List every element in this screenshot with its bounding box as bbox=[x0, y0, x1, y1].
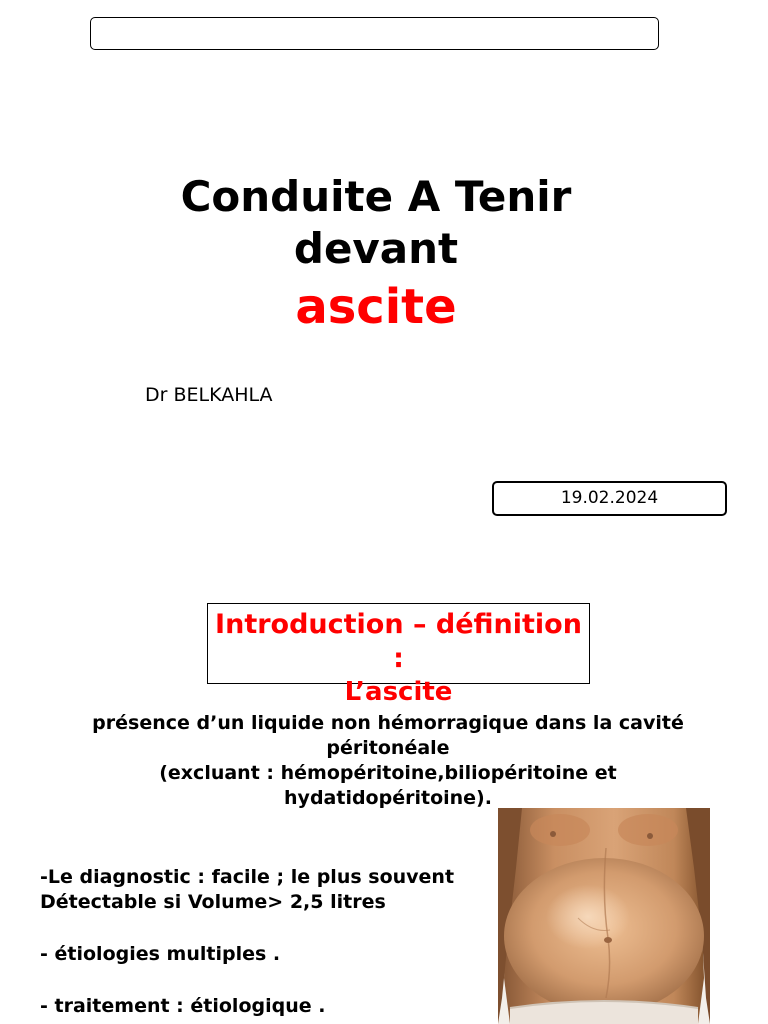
definition-line: présence d’un liquide non hémorragique dans la cavité bbox=[92, 712, 684, 734]
intro-subheading: L’ascite bbox=[344, 677, 453, 707]
bullet-dash: - bbox=[40, 995, 55, 1017]
bullet-item-etiologies bbox=[40, 942, 510, 967]
bullet-item-diagnostic bbox=[40, 865, 510, 890]
author-name: Dr BELKAHLA bbox=[145, 384, 273, 406]
bullet-item-diagnostic-continued: Détectable si Volume> 2,5 litres bbox=[40, 891, 386, 913]
bullet-text: étiologies multiples . bbox=[54, 943, 281, 965]
definition-paragraph bbox=[0, 711, 768, 811]
definition-line: (excluant : hémopéritoine,biliopéritoine et bbox=[159, 762, 617, 784]
slide-title-line-2: devant bbox=[293, 224, 459, 273]
slide-title-keyword: ascite bbox=[295, 279, 457, 335]
bullet-list bbox=[40, 865, 510, 1019]
bullet-text: Le diagnostic : facile ; le plus souvent bbox=[47, 866, 455, 888]
bullet-dash: - bbox=[40, 943, 55, 965]
slide-title-line-1: Conduite A Tenir bbox=[180, 172, 572, 221]
bullet-dash: - bbox=[40, 866, 48, 888]
definition-line: hydatidopéritoine). bbox=[284, 787, 492, 809]
bullet-item-traitement bbox=[40, 994, 510, 1019]
date-box bbox=[492, 481, 727, 516]
intro-heading: Introduction – définition : bbox=[215, 609, 582, 674]
bullet-text: traitement : étiologique . bbox=[54, 995, 326, 1017]
definition-line: péritonéale bbox=[326, 737, 450, 759]
header-textbox bbox=[90, 17, 659, 50]
ascites-abdomen-photo bbox=[498, 808, 710, 1024]
date-text: 19.02.2024 bbox=[560, 488, 659, 508]
